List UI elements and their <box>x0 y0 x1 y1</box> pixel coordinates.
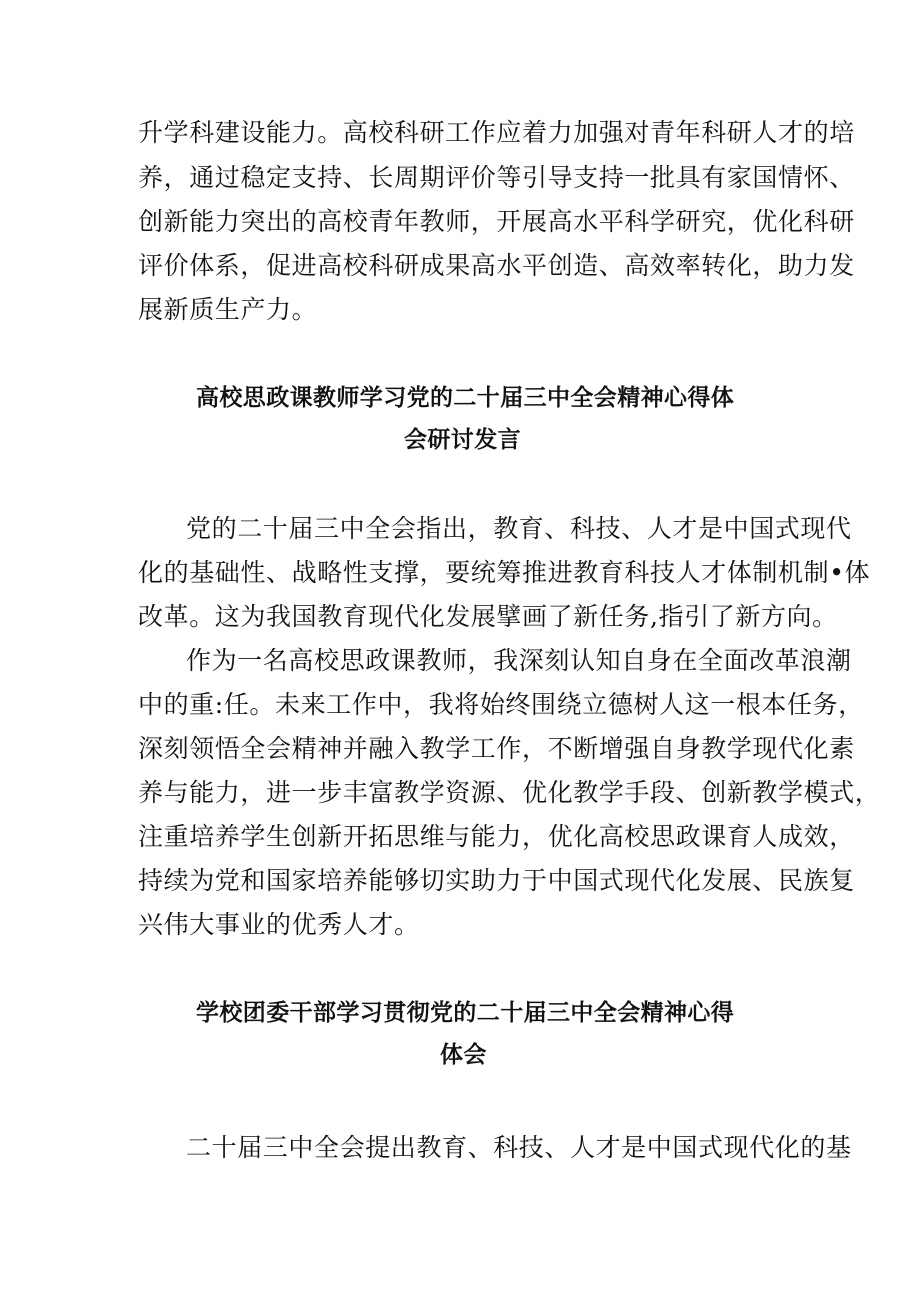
body-text-line: 二十届三中全会提出教育、科技、人才是中国式现代化的基 <box>186 1133 852 1162</box>
section-title-line: 体会 <box>440 1042 487 1068</box>
body-text-line: 创新能力突出的高校青年教师，开展高水平科学研究，优化科研 <box>138 207 855 236</box>
body-text-line: 展新质生产力。 <box>138 295 318 324</box>
section-title-line: 会研讨发言 <box>404 427 521 453</box>
body-text-line: 党的二十届三中全会指出，教育、科技、人才是中国式现代 <box>186 514 852 543</box>
body-text-line: 升学科建设能力。高校科研工作应着力加强对青年科研人才的培 <box>138 118 855 147</box>
body-text-line: 化的基础性、战略性支撑，要统筹推进教育科技人才体制机制•体 <box>138 558 871 587</box>
section-title-line: 学校团委干部学习贯彻党的二十届三中全会精神心得 <box>196 1000 735 1026</box>
body-text-line: 注重培养学生创新开拓思维与能力，优化高校思政课育人成效， <box>138 822 855 851</box>
body-text-line: 养，通过稳定支持、长周期评价等引导支持一批具有家国情怀、 <box>138 163 855 192</box>
section-title-line: 高校思政课教师学习党的二十届三中全会精神心得体 <box>196 385 735 411</box>
body-text-line: 改革。这为我国教育现代化发展擘画了新任务,指引了新方向。 <box>138 602 838 631</box>
body-text-line: 持续为党和国家培养能够切实助力于中国式现代化发展、民族复 <box>138 866 855 895</box>
body-text-line: 作为一名高校思政课教师，我深刻认知自身在全面改革浪潮 <box>186 646 852 675</box>
body-text-line: 养与能力，进一步丰富教学资源、优化教学手段、创新教学模式， <box>138 778 881 807</box>
body-text-line: 兴伟大事业的优秀人才。 <box>138 910 420 939</box>
body-text-line: 深刻领悟全会精神并融入教学工作，不断增强自身教学现代化素 <box>138 734 855 763</box>
body-text-line: 评价体系，促进高校科研成果高水平创造、高效率转化，助力发 <box>138 251 855 280</box>
body-text-line: 中的重:任。未来工作中，我将始终围绕立德树人这一根本任务， <box>138 690 864 719</box>
